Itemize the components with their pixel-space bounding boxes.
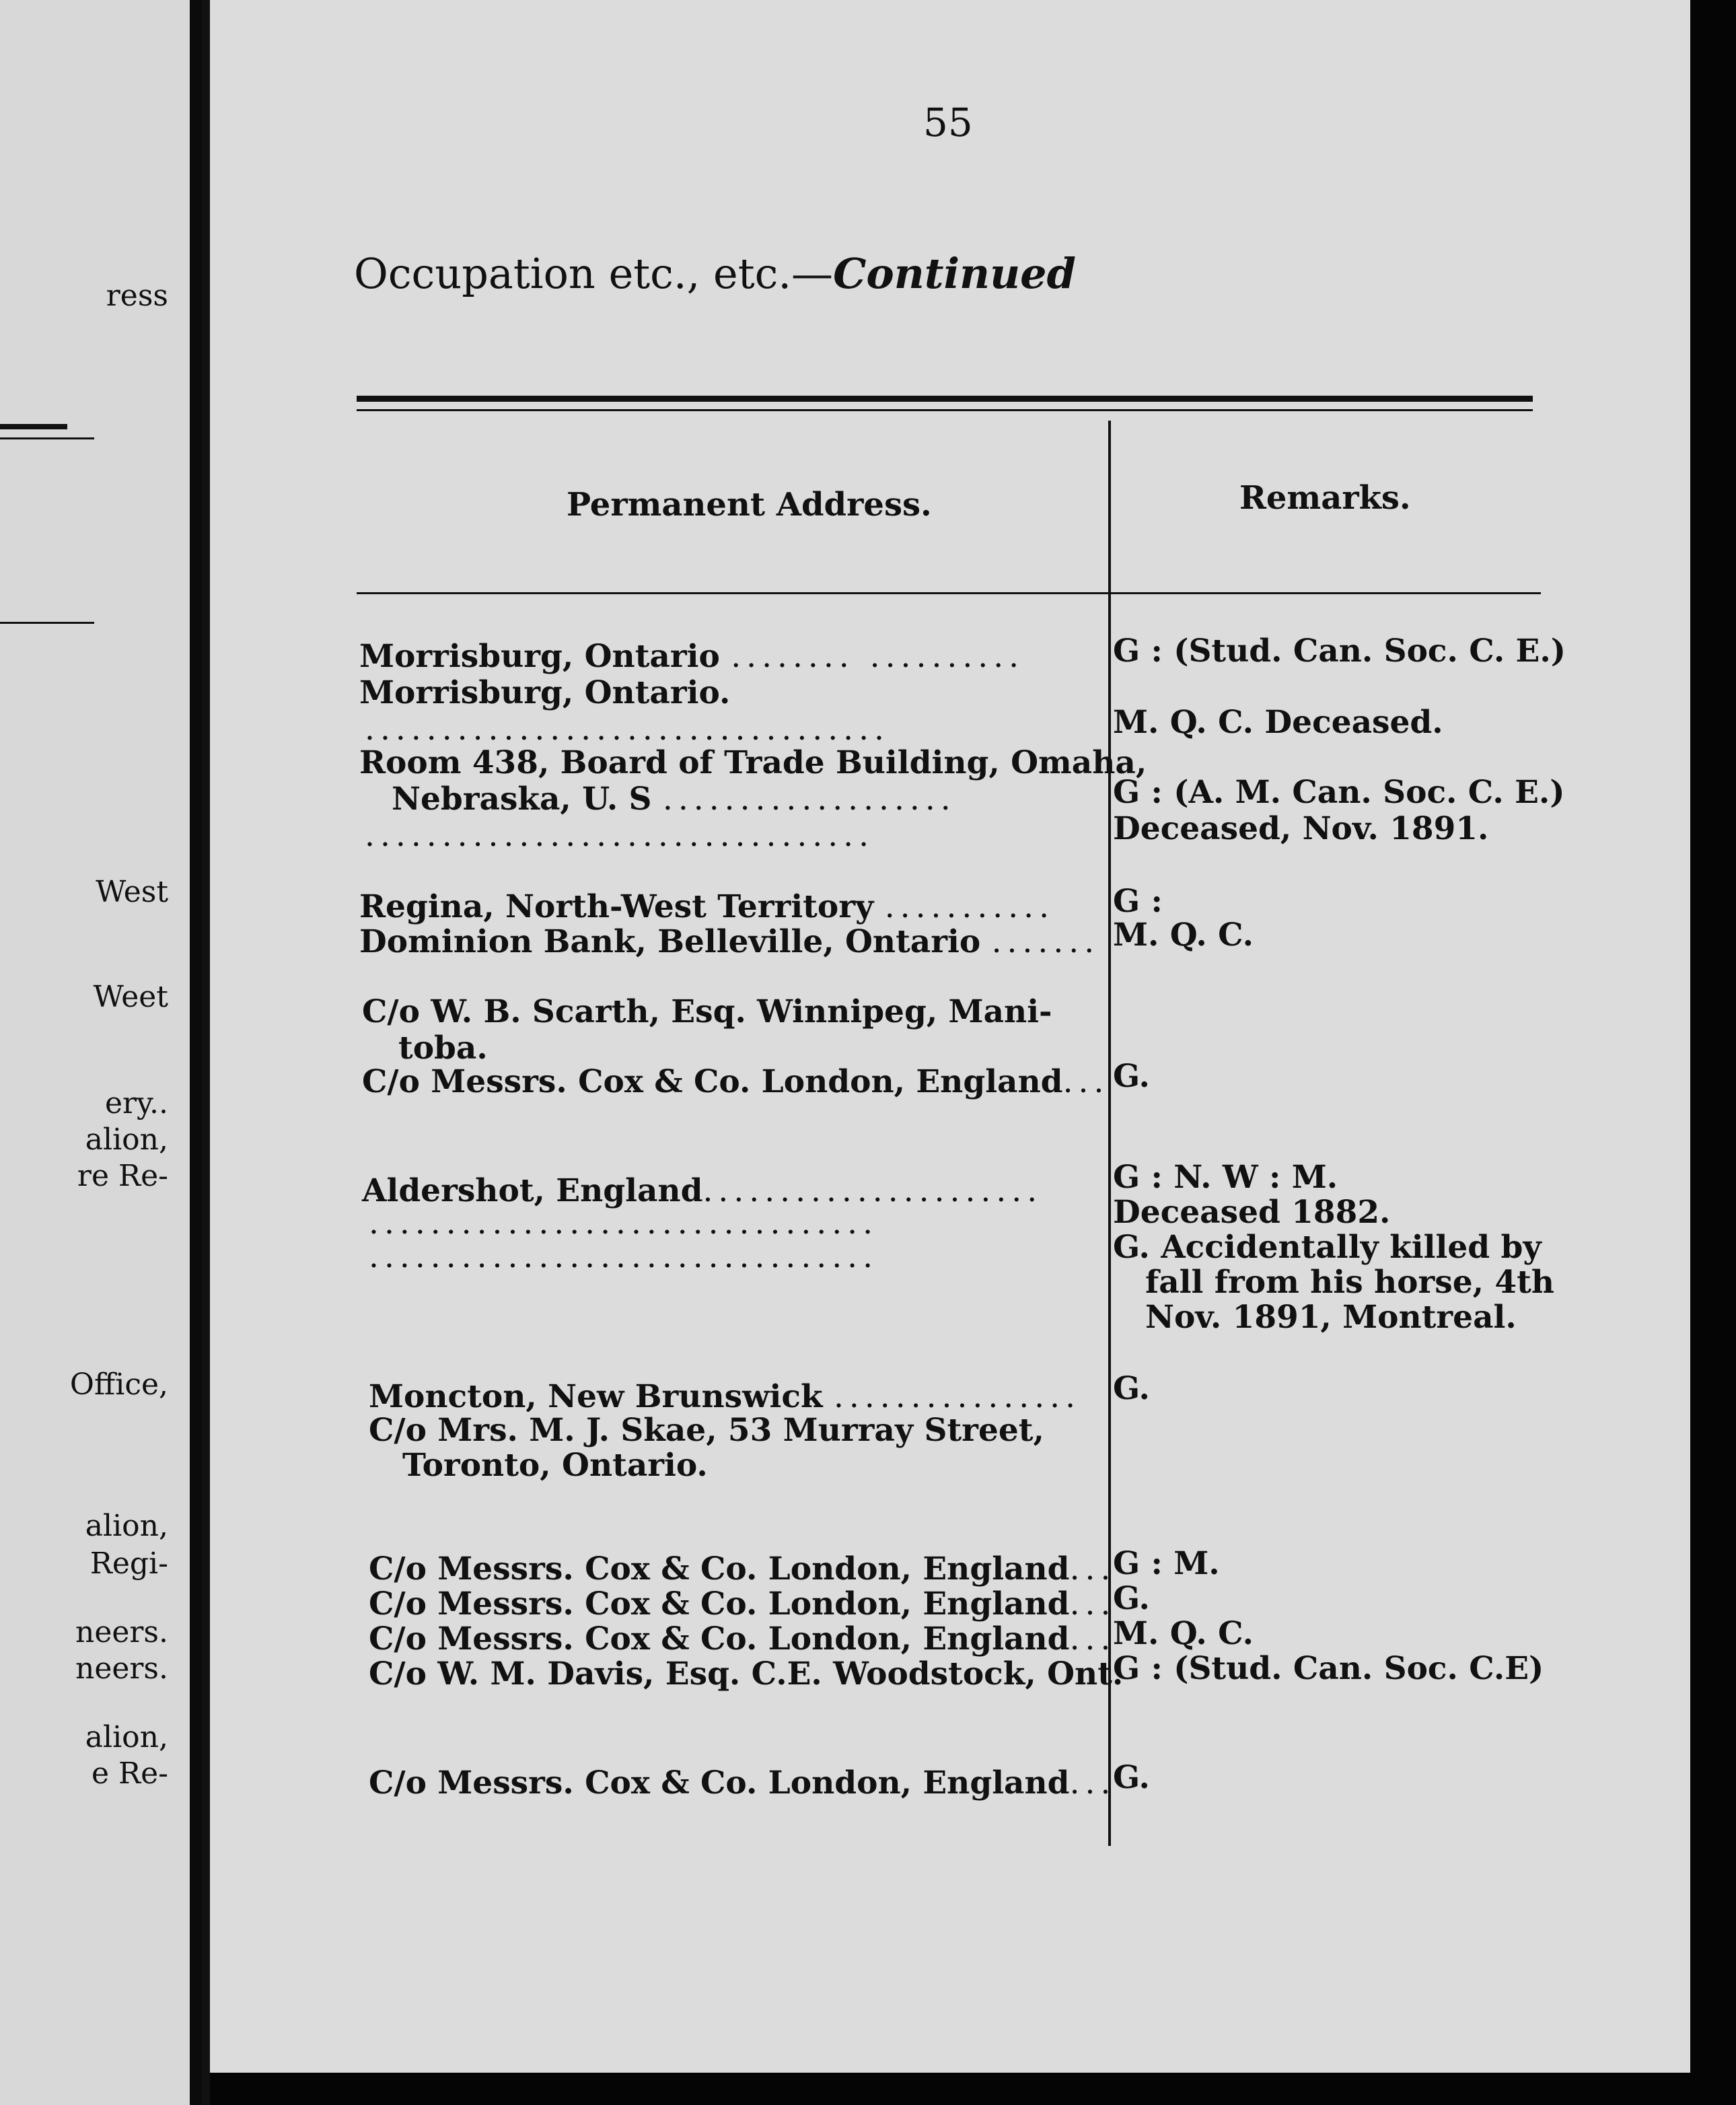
top-rule-left <box>357 396 1060 402</box>
stub-text: alion, <box>85 1509 168 1543</box>
previous-page-stub <box>0 0 202 2105</box>
address-row: ................................. <box>369 1205 879 1242</box>
stub-text: ery.. <box>104 1086 168 1120</box>
address-row: Room 438, Board of Trade Building, Omaha, <box>359 744 1147 781</box>
address-row: ................................. <box>369 1238 879 1275</box>
remarks-row: G. Accidentally killed by <box>1113 1229 1542 1266</box>
address-row: .................................. <box>365 711 890 748</box>
address-row: Dominion Bank, Belleville, Ontario ....... <box>359 923 1100 960</box>
remarks-row: M. Q. C. <box>1113 917 1254 954</box>
address-row: C/o W. M. Davis, Esq. C.E. Woodstock, Ont. <box>369 1655 1124 1692</box>
column-header-remarks: Remarks. <box>1239 479 1411 517</box>
remarks-row: G. <box>1113 1058 1150 1095</box>
remarks-row: Deceased, Nov. 1891. <box>1113 810 1489 847</box>
remarks-row: G. <box>1113 1580 1150 1617</box>
stub-rule-thin <box>0 622 94 624</box>
address-row: Morrisburg, Ontario ........ .......... <box>359 638 1025 675</box>
column-header-address: Permanent Address. <box>567 486 932 524</box>
address-row: C/o Messrs. Cox & Co. London, England... <box>369 1585 1116 1622</box>
address-row: C/o W. B. Scarth, Esq. Winnipeg, Mani- <box>362 993 1052 1030</box>
address-row: C/o Messrs. Cox & Co. London, England... <box>369 1764 1116 1801</box>
address-row: ................................. <box>365 817 875 854</box>
remarks-row: G. <box>1113 1370 1150 1407</box>
remarks-row: G. <box>1113 1759 1150 1796</box>
address-row: Moncton, New Brunswick ................ <box>369 1378 1081 1415</box>
remarks-row: M. Q. C. <box>1113 1615 1254 1652</box>
bottom-edge-shadow <box>210 2073 1690 2105</box>
page-heading <box>354 249 1076 298</box>
remarks-row: fall from his horse, 4th <box>1145 1264 1554 1301</box>
address-row: Toronto, Ontario. <box>402 1447 708 1484</box>
stub-text: West <box>96 875 168 909</box>
remarks-row: G : (Stud. Can. Soc. C.E) <box>1113 1650 1544 1687</box>
remarks-row: G : M. <box>1113 1545 1220 1582</box>
stub-text: Regi- <box>89 1546 168 1581</box>
stub-text: alion, <box>85 1122 168 1157</box>
remarks-row: G : (A. M. Can. Soc. C. E.) <box>1113 774 1565 811</box>
remarks-row: Deceased 1882. <box>1113 1194 1391 1231</box>
address-row: Morrisburg, Ontario. <box>359 674 731 711</box>
remarks-row: G : <box>1113 883 1163 920</box>
book-gutter <box>190 0 202 2105</box>
stub-text: alion, <box>85 1720 168 1754</box>
address-row: Nebraska, U. S ................... <box>392 781 956 818</box>
stub-text: Weet <box>93 980 168 1014</box>
stub-text: Office, <box>69 1367 168 1402</box>
header-rule <box>357 592 1541 594</box>
stub-text: e Re- <box>91 1756 168 1791</box>
address-row: C/o Messrs. Cox & Co. London, England... <box>369 1620 1116 1657</box>
page-number: 55 <box>923 100 973 145</box>
stub-text: re Re- <box>77 1159 168 1193</box>
page <box>210 0 1690 2073</box>
heading-continued: Continued <box>833 249 1076 298</box>
address-row: Regina, North-West Territory ........... <box>359 888 1055 925</box>
stub-text: neers. <box>75 1651 168 1686</box>
stub-text: neers. <box>75 1615 168 1649</box>
remarks-row: M. Q. C. Deceased. <box>1113 704 1443 741</box>
address-row: Aldershot, England...................... <box>362 1172 1043 1209</box>
remarks-row: G : N. W : M. <box>1113 1159 1338 1196</box>
remarks-row: G : (Stud. Can. Soc. C. E.) <box>1113 633 1566 670</box>
address-row: toba. <box>398 1030 488 1067</box>
heading-main: Occupation etc., etc.— <box>354 249 834 298</box>
top-rule-thin <box>357 409 1533 411</box>
stub-text: ress <box>106 279 168 313</box>
address-row: C/o Messrs. Cox & Co. London, England... <box>369 1550 1116 1587</box>
address-row: C/o Messrs. Cox & Co. London, England... <box>362 1063 1110 1100</box>
address-row: C/o Mrs. M. J. Skae, 53 Murray Street, <box>369 1412 1044 1449</box>
right-edge-shadow <box>1690 0 1736 2105</box>
stub-rule-thin <box>0 437 94 439</box>
remarks-row: Nov. 1891, Montreal. <box>1145 1299 1517 1336</box>
stub-rule <box>0 424 67 429</box>
top-rule-right <box>997 396 1533 402</box>
